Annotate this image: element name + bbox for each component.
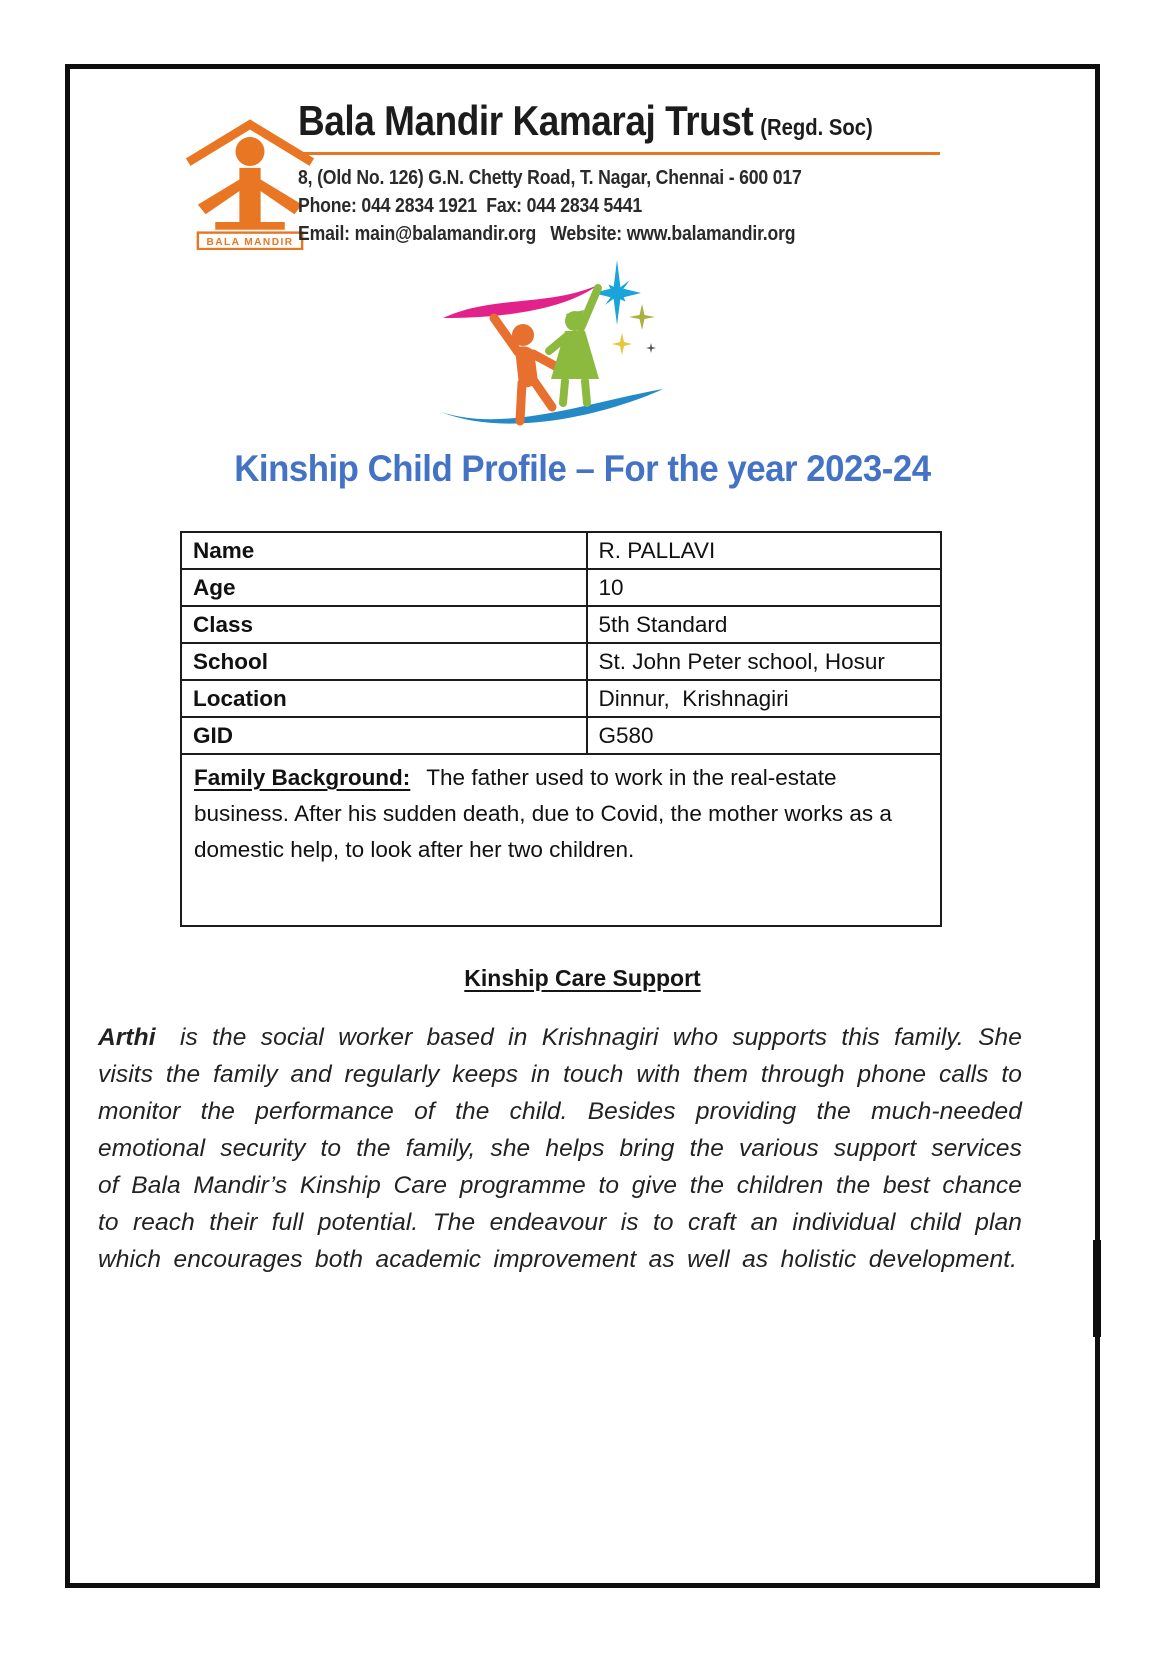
- org-regd-suffix: (Regd. Soc): [760, 114, 873, 140]
- family-background-text: The father used to work in the real-estate business. After his sudden death, due to Covid, the mother works as a domestic help, to look after her two children.: [194, 765, 892, 862]
- field-value-cell: Dinnur, Krishnagiri: [587, 680, 941, 717]
- field-label-cell: GID: [181, 717, 587, 754]
- field-value-cell: 5th Standard: [587, 606, 941, 643]
- profile-table: [180, 531, 942, 927]
- table-row: [181, 717, 941, 754]
- tiny-star-icon: [646, 343, 656, 353]
- table-row: [181, 532, 941, 569]
- support-paragraph: [98, 1019, 1022, 1278]
- support-paragraph-body: is the social worker based in Krishnagiri who supports this family. She visits the family and regularly keeps in touch with them through phone calls to monitor the performance of the child. Besides providing the much-needed emotional security to the family, she helps bring the various support services of Bala Mandir’s Kinship Care programme to give the children the best chance to reach their full potential. The endeavour is to craft an individual child plan which encourages both academic improvement as well as holistic development.: [98, 1024, 1022, 1273]
- table-row: [181, 643, 941, 680]
- logo-person-head: [236, 137, 265, 166]
- logo-person-body: [198, 168, 302, 222]
- field-value-cell: G580: [587, 717, 941, 754]
- family-background-cell: [181, 754, 941, 926]
- field-label-cell: Location: [181, 680, 587, 717]
- field-label-cell: School: [181, 643, 587, 680]
- field-value-cell: R. PALLAVI: [587, 532, 941, 569]
- org-name: Bala Mandir Kamaraj Trust: [298, 97, 754, 144]
- field-label-cell: Name: [181, 532, 587, 569]
- document-title: Kinship Child Profile – For the year 2023-24: [234, 448, 931, 489]
- field-value-cell: 10: [587, 569, 941, 606]
- email-website-line: Email: main@balamandir.org Website: www.balamandir.org: [298, 222, 796, 245]
- phone-fax-line: Phone: 044 2834 1921 Fax: 044 2834 5441: [298, 194, 643, 217]
- scan-artifact-mark: [1093, 1240, 1101, 1337]
- address-line: 8, (Old No. 126) G.N. Chetty Road, T. Nagar, Chennai - 600 017: [298, 166, 802, 189]
- orange-child-figure: [494, 318, 557, 421]
- section-heading: Kinship Care Support: [464, 965, 701, 991]
- table-row: [181, 754, 941, 926]
- logo-base-bar: [215, 222, 285, 230]
- children-stars-logo-icon: [435, 255, 670, 445]
- green-star-icon: [629, 304, 655, 330]
- logo-caption-text: BALA MANDIR: [206, 237, 294, 249]
- page-frame: [65, 64, 1100, 1588]
- table-row: [181, 569, 941, 606]
- table-row: [181, 606, 941, 643]
- field-value-cell: St. John Peter school, Hosur: [587, 643, 941, 680]
- field-label-cell: Class: [181, 606, 587, 643]
- field-label-cell: Age: [181, 569, 587, 606]
- green-child-figure: [549, 288, 599, 403]
- yellow-star-icon: [612, 333, 632, 355]
- header-divider: [298, 152, 940, 155]
- social-worker-name: Arthi: [98, 1024, 156, 1051]
- family-background-label: Family Background:: [194, 765, 411, 790]
- letterhead: [298, 97, 958, 248]
- table-row: [181, 680, 941, 717]
